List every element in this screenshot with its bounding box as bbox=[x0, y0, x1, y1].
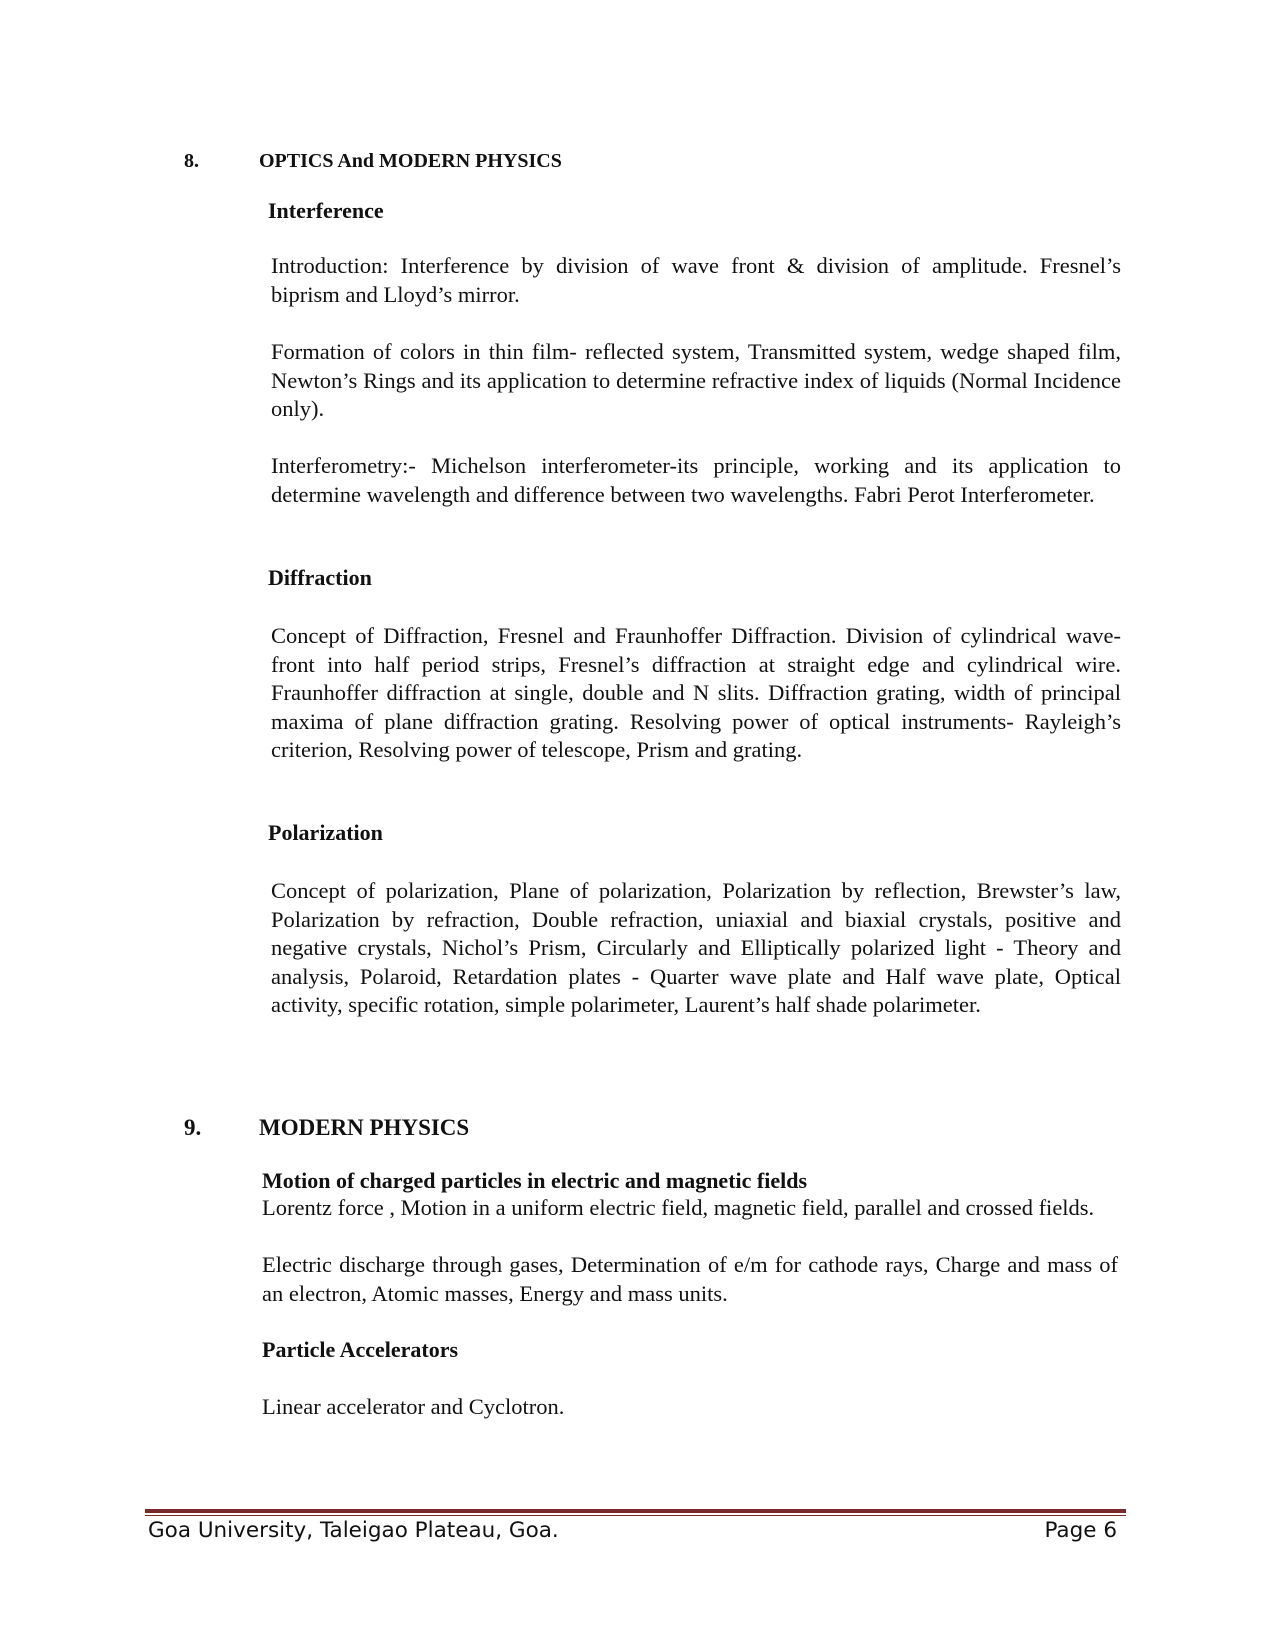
accelerators-paragraph: Linear accelerator and Cyclotron. bbox=[262, 1394, 565, 1419]
interference-paragraph-3: Interferometry:- Michelson interferometer-its principle, working and its application to determine wavelength and difference between two wavelengths. Fabri Perot Interferometer. bbox=[271, 453, 1121, 507]
footer-page-number: Page 6 bbox=[1044, 1518, 1117, 1543]
interference-paragraph-2: Formation of colors in thin film- reflected system, Transmitted system, wedge shaped film, Newton’s Rings and its application to determine refractive index of liquids (Normal Incidence only). bbox=[271, 339, 1121, 422]
interference-paragraph-1: Introduction: Interference by division of wave front & division of amplitude. Fresnel’s biprism and Lloyd’s mirror. bbox=[271, 253, 1121, 307]
footer-rule bbox=[145, 1509, 1126, 1513]
motion-paragraph-1: Lorentz force , Motion in a uniform electric field, magnetic field, parallel and crossed fields. bbox=[262, 1195, 1095, 1220]
polarization-paragraph: Concept of polarization, Plane of polarization, Polarization by reflection, Brewster’s law, Polarization by refraction, Double refraction, uniaxial and biaxial crystals, positive and negative crystals, Nichol’s Prism, Circularly and Elliptically polarized light - Theory and analysis, Polaroid, Retardation plates - Quarter wave plate and Half wave plate, Optical activity, specific rotation, simple polarimeter, Laurent’s half shade polarimeter. bbox=[271, 878, 1121, 1018]
footer-institution: Goa University, Taleigao Plateau, Goa. bbox=[148, 1518, 559, 1543]
section-9-title: MODERN PHYSICS bbox=[259, 1115, 470, 1140]
section-9-number: 9. bbox=[184, 1115, 202, 1140]
motion-paragraph-2: Electric discharge through gases, Determination of e/m for cathode rays, Charge and mass of an electron, Atomic masses, Energy and mass units. bbox=[262, 1252, 1118, 1306]
motion-heading: Motion of charged particles in electric and magnetic fields bbox=[262, 1168, 808, 1193]
diffraction-paragraph: Concept of Diffraction, Fresnel and Fraunhoffer Diffraction. Division of cylindrical wave-front into half period strips, Fresnel’s diffraction at straight edge and cylindrical wire. Fraunhoffer diffraction at single, double and N slits. Diffraction grating, width of principal maxima of plane diffraction grating. Resolving power of optical instruments- Rayleigh’s criterion, Resolving power of telescope, Prism and grating. bbox=[271, 623, 1121, 763]
footer-rule-thin bbox=[145, 1515, 1126, 1516]
section-8-title: OPTICS And MODERN PHYSICS bbox=[259, 150, 562, 172]
polarization-heading: Polarization bbox=[268, 820, 383, 845]
diffraction-heading: Diffraction bbox=[268, 565, 372, 590]
accelerators-heading: Particle Accelerators bbox=[262, 1337, 459, 1362]
section-8-number: 8. bbox=[184, 150, 199, 172]
interference-heading: Interference bbox=[268, 198, 384, 223]
